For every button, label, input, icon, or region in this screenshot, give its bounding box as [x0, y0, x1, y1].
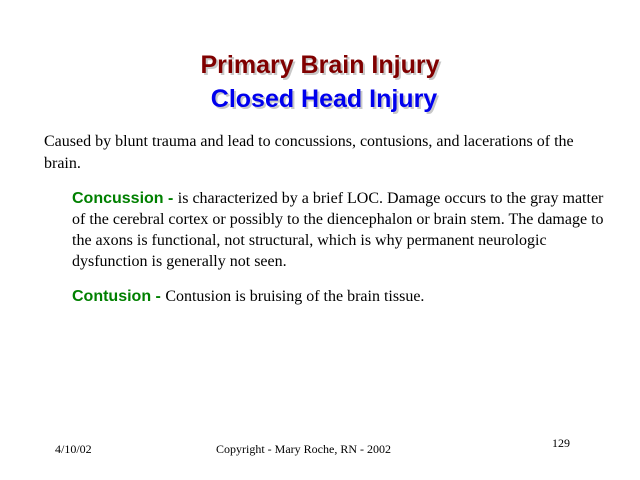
- slide-title: Primary Brain Injury: [200, 51, 440, 79]
- page-number: 129: [552, 436, 570, 450]
- concussion-description: is characterized by a brief LOC. Damage occurs to the gray matter of the cerebral cortex or possibly to the diencephalon or brain stem. The damage to the axons is functional, not structural, which is why permanent neurologic dysfunction is generally not seen.: [72, 190, 604, 270]
- contusion-description: Contusion is bruising of the brain tissue.: [165, 288, 425, 305]
- contusion-term: Contusion -: [72, 288, 166, 305]
- intro-text: Caused by blunt trauma and lead to concussions, contusions, and lacerations of the brain.: [44, 133, 574, 172]
- contusion-paragraph: [72, 286, 612, 307]
- slide-subtitle: Closed Head Injury: [210, 85, 438, 113]
- footer-copyright: Copyright - Mary Roche, RN - 2002: [216, 442, 391, 456]
- concussion-term: Concussion -: [72, 190, 178, 207]
- footer-date: 4/10/02: [55, 442, 92, 456]
- concussion-paragraph: [72, 188, 612, 272]
